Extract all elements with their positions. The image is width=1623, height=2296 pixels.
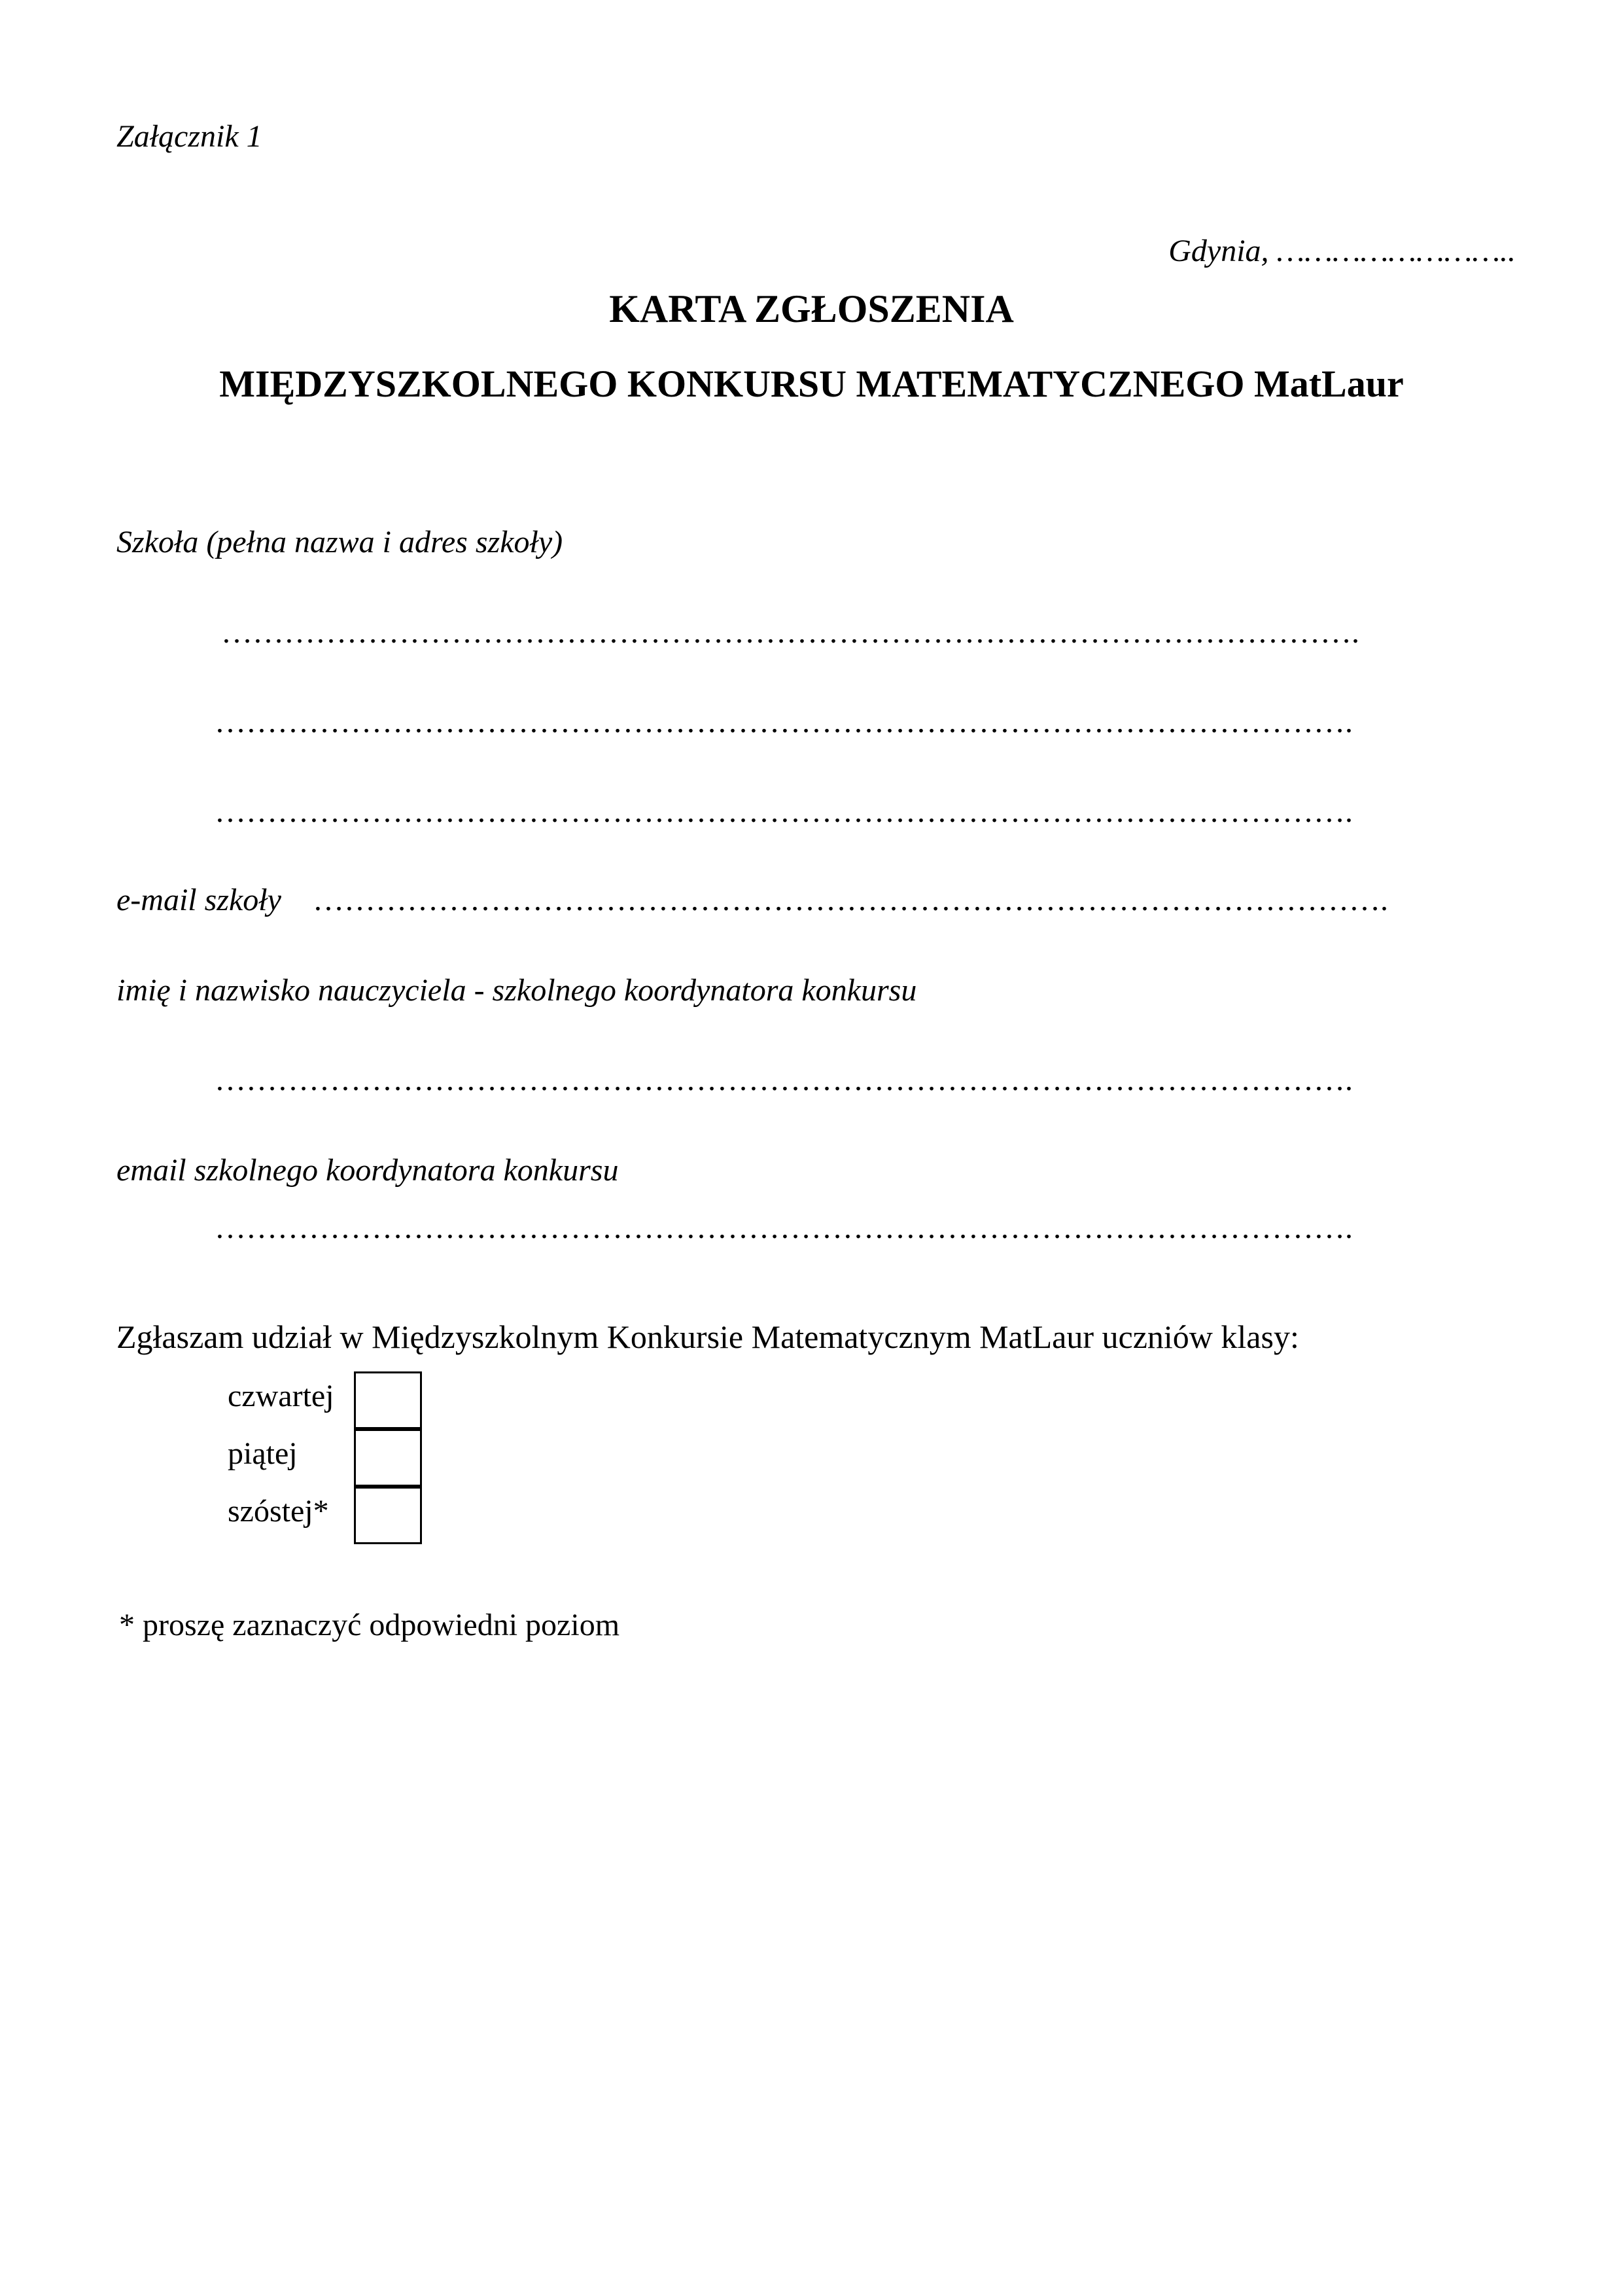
place-date: Gdynia, …………………….. [1168,234,1516,268]
coordinator-email-line[interactable]: ………………………………………………………………………………………………. [215,1210,1353,1245]
grade-checkbox-sixth[interactable] [354,1487,422,1544]
teacher-name-label: imię i nazwisko nauczyciela - szkolnego koordynatora konkursu [116,973,917,1008]
school-line-3[interactable]: ………………………………………………………………………………………………. [215,794,1353,829]
form-subtitle: MIĘDZYSZKOLNEGO KONKURSU MATEMATYCZNEGO MatLaur [219,362,1404,405]
grade-checkbox-fourth[interactable] [354,1371,422,1429]
coordinator-email-label: email szkolnego koordynatora konkursu [116,1153,619,1188]
grade-label-fourth: czwartej [228,1379,334,1413]
school-line-1[interactable]: ………………………………………………………………………………………………. [221,615,1359,650]
attachment-label: Załącznik 1 [116,119,262,154]
footnote: * proszę zaznaczyć odpowiedni poziom [119,1608,620,1642]
form-title: KARTA ZGŁOSZENIA [609,287,1014,330]
grade-label-fifth: piątej [228,1436,298,1471]
school-email-line[interactable]: …………………………………………………………………………………………. [313,883,1388,917]
school-line-2[interactable]: ………………………………………………………………………………………………. [215,705,1353,739]
grade-label-sixth: szóstej* [228,1494,329,1528]
declaration-text: Zgłaszam udział w Międzyszkolnym Konkursie Matematycznym MatLaur uczniów klasy: [116,1318,1299,1355]
school-email-label: e-mail szkoły [116,883,281,917]
teacher-name-line[interactable]: ………………………………………………………………………………………………. [215,1063,1353,1097]
grade-checkbox-fifth[interactable] [354,1429,422,1487]
school-label: Szkoła (pełna nazwa i adres szkoły) [116,525,563,559]
